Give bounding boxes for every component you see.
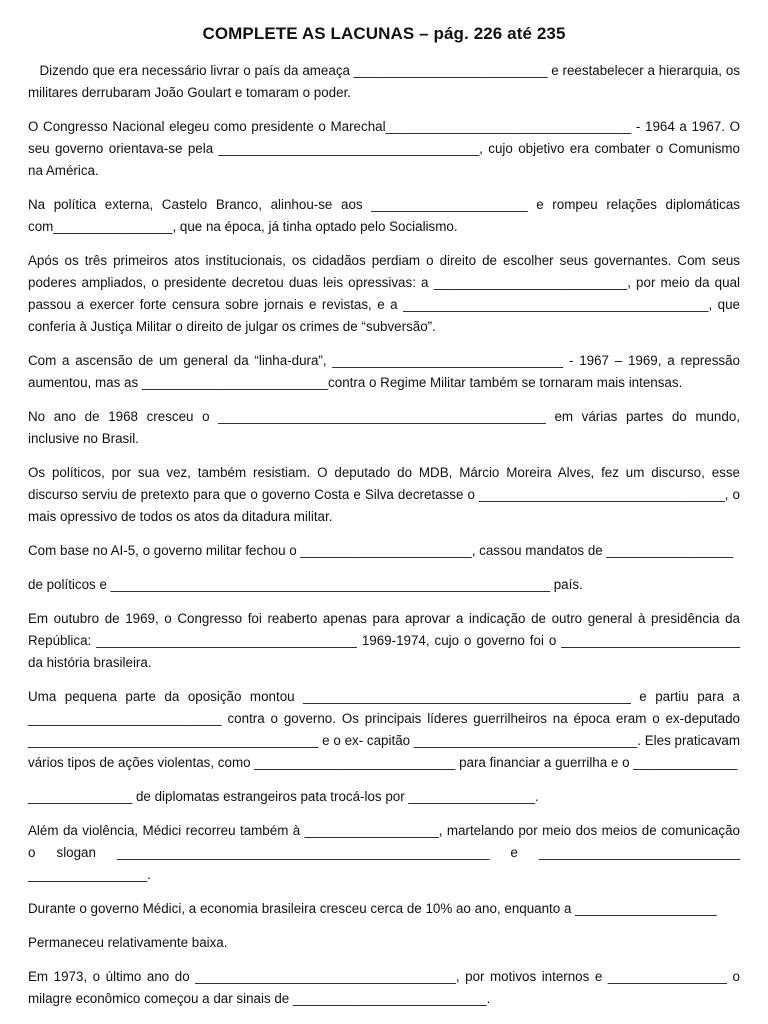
page-title: COMPLETE AS LACUNAS – pág. 226 até 235 (202, 24, 566, 43)
paragraph-15: Permaneceu relativamente baixa. (28, 935, 228, 950)
paragraph-list (28, 60, 744, 1010)
paragraph-12: ______________ de diplomatas estrangeiros pata trocá-los por _________________. (28, 789, 539, 804)
paragraph-6: No ano de 1968 cresceu o ____________________________________________ em várias partes do mundo, inclusive no Brasil. (28, 409, 744, 446)
paragraph-16: Em 1973, o último ano do ___________________________________, por motivos internos e ________________ o milagre econômico começou a dar sinais de __________________________. (28, 969, 744, 1006)
paragraph-3: Na política externa, Castelo Branco, alinhou-se aos _____________________ e rompeu relações diplomáticas com________________, que na época, já tinha optado pelo Socialismo. (28, 197, 744, 234)
paragraph-4: Após os três primeiros atos institucionais, os cidadãos perdiam o direito de escolher seus governantes. Com seus poderes ampliados, o presidente decretou duas leis opressivas: a __________________________, por meio da qual passou a exercer forte censura sobre jornais e revistas, e a _________________________________________, que conferia à Justiça Militar o direito de julgar os crimes de “subversão”. (28, 253, 744, 334)
paragraph-10: Em outubro de 1969, o Congresso foi reaberto apenas para aprovar a indicação de outro general à presidência da República: ___________________________________ 1969-1974, cujo o governo foi o ________________________ da história brasileira. (28, 611, 744, 670)
paragraph-2: O Congresso Nacional elegeu como presidente o Marechal_________________________________ - 1964 a 1967. O seu governo orientava-se pela ___________________________________, cujo objetivo era combater o Comunismo na América. (28, 119, 744, 178)
paragraph-5: Com a ascensão de um general da “linha-dura”, _______________________________ - 1967 – 1969, a repressão aumentou, mas as _________________________contra o Regime Militar também se tornaram mais intensas. (28, 353, 744, 390)
paragraph-9: de políticos e ___________________________________________________________ país. (28, 577, 583, 592)
paragraph-11: Uma pequena parte da oposição montou ____________________________________________ e partiu para a __________________________ contra o governo. Os principais líderes guerrilheiros na época eram o ex-deputado _______________________________________ e o ex- capitão ______________________________. Eles praticavam vários tipos de ações violentas, como ___________________________ para financiar a guerrilha e o ______________ (28, 689, 744, 770)
paragraph-8: Com base no AI-5, o governo militar fechou o _______________________, cassou mandatos de _________________ (28, 543, 734, 558)
paragraph-1: Dizendo que era necessário livrar o país da ameaça __________________________ e reestabelecer a hierarquia, os militares derrubaram João Goulart e tomaram o poder. (28, 63, 744, 100)
paragraph-13: Além da violência, Médici recorreu também à __________________, martelando por meio dos meios de comunicação o slogan __________________________________________________ e ___________________________ ________________. (28, 823, 744, 882)
paragraph-14: Durante o governo Médici, a economia brasileira cresceu cerca de 10% ao ano, enquanto a ___________________ (28, 901, 717, 916)
paragraph-7: Os políticos, por sua vez, também resistiam. O deputado do MDB, Márcio Moreira Alves, fez um discurso, esse discurso serviu de pretexto para que o governo Costa e Silva decretasse o _________________________________, o mais opressivo de todos os atos da ditadura militar. (28, 465, 744, 524)
